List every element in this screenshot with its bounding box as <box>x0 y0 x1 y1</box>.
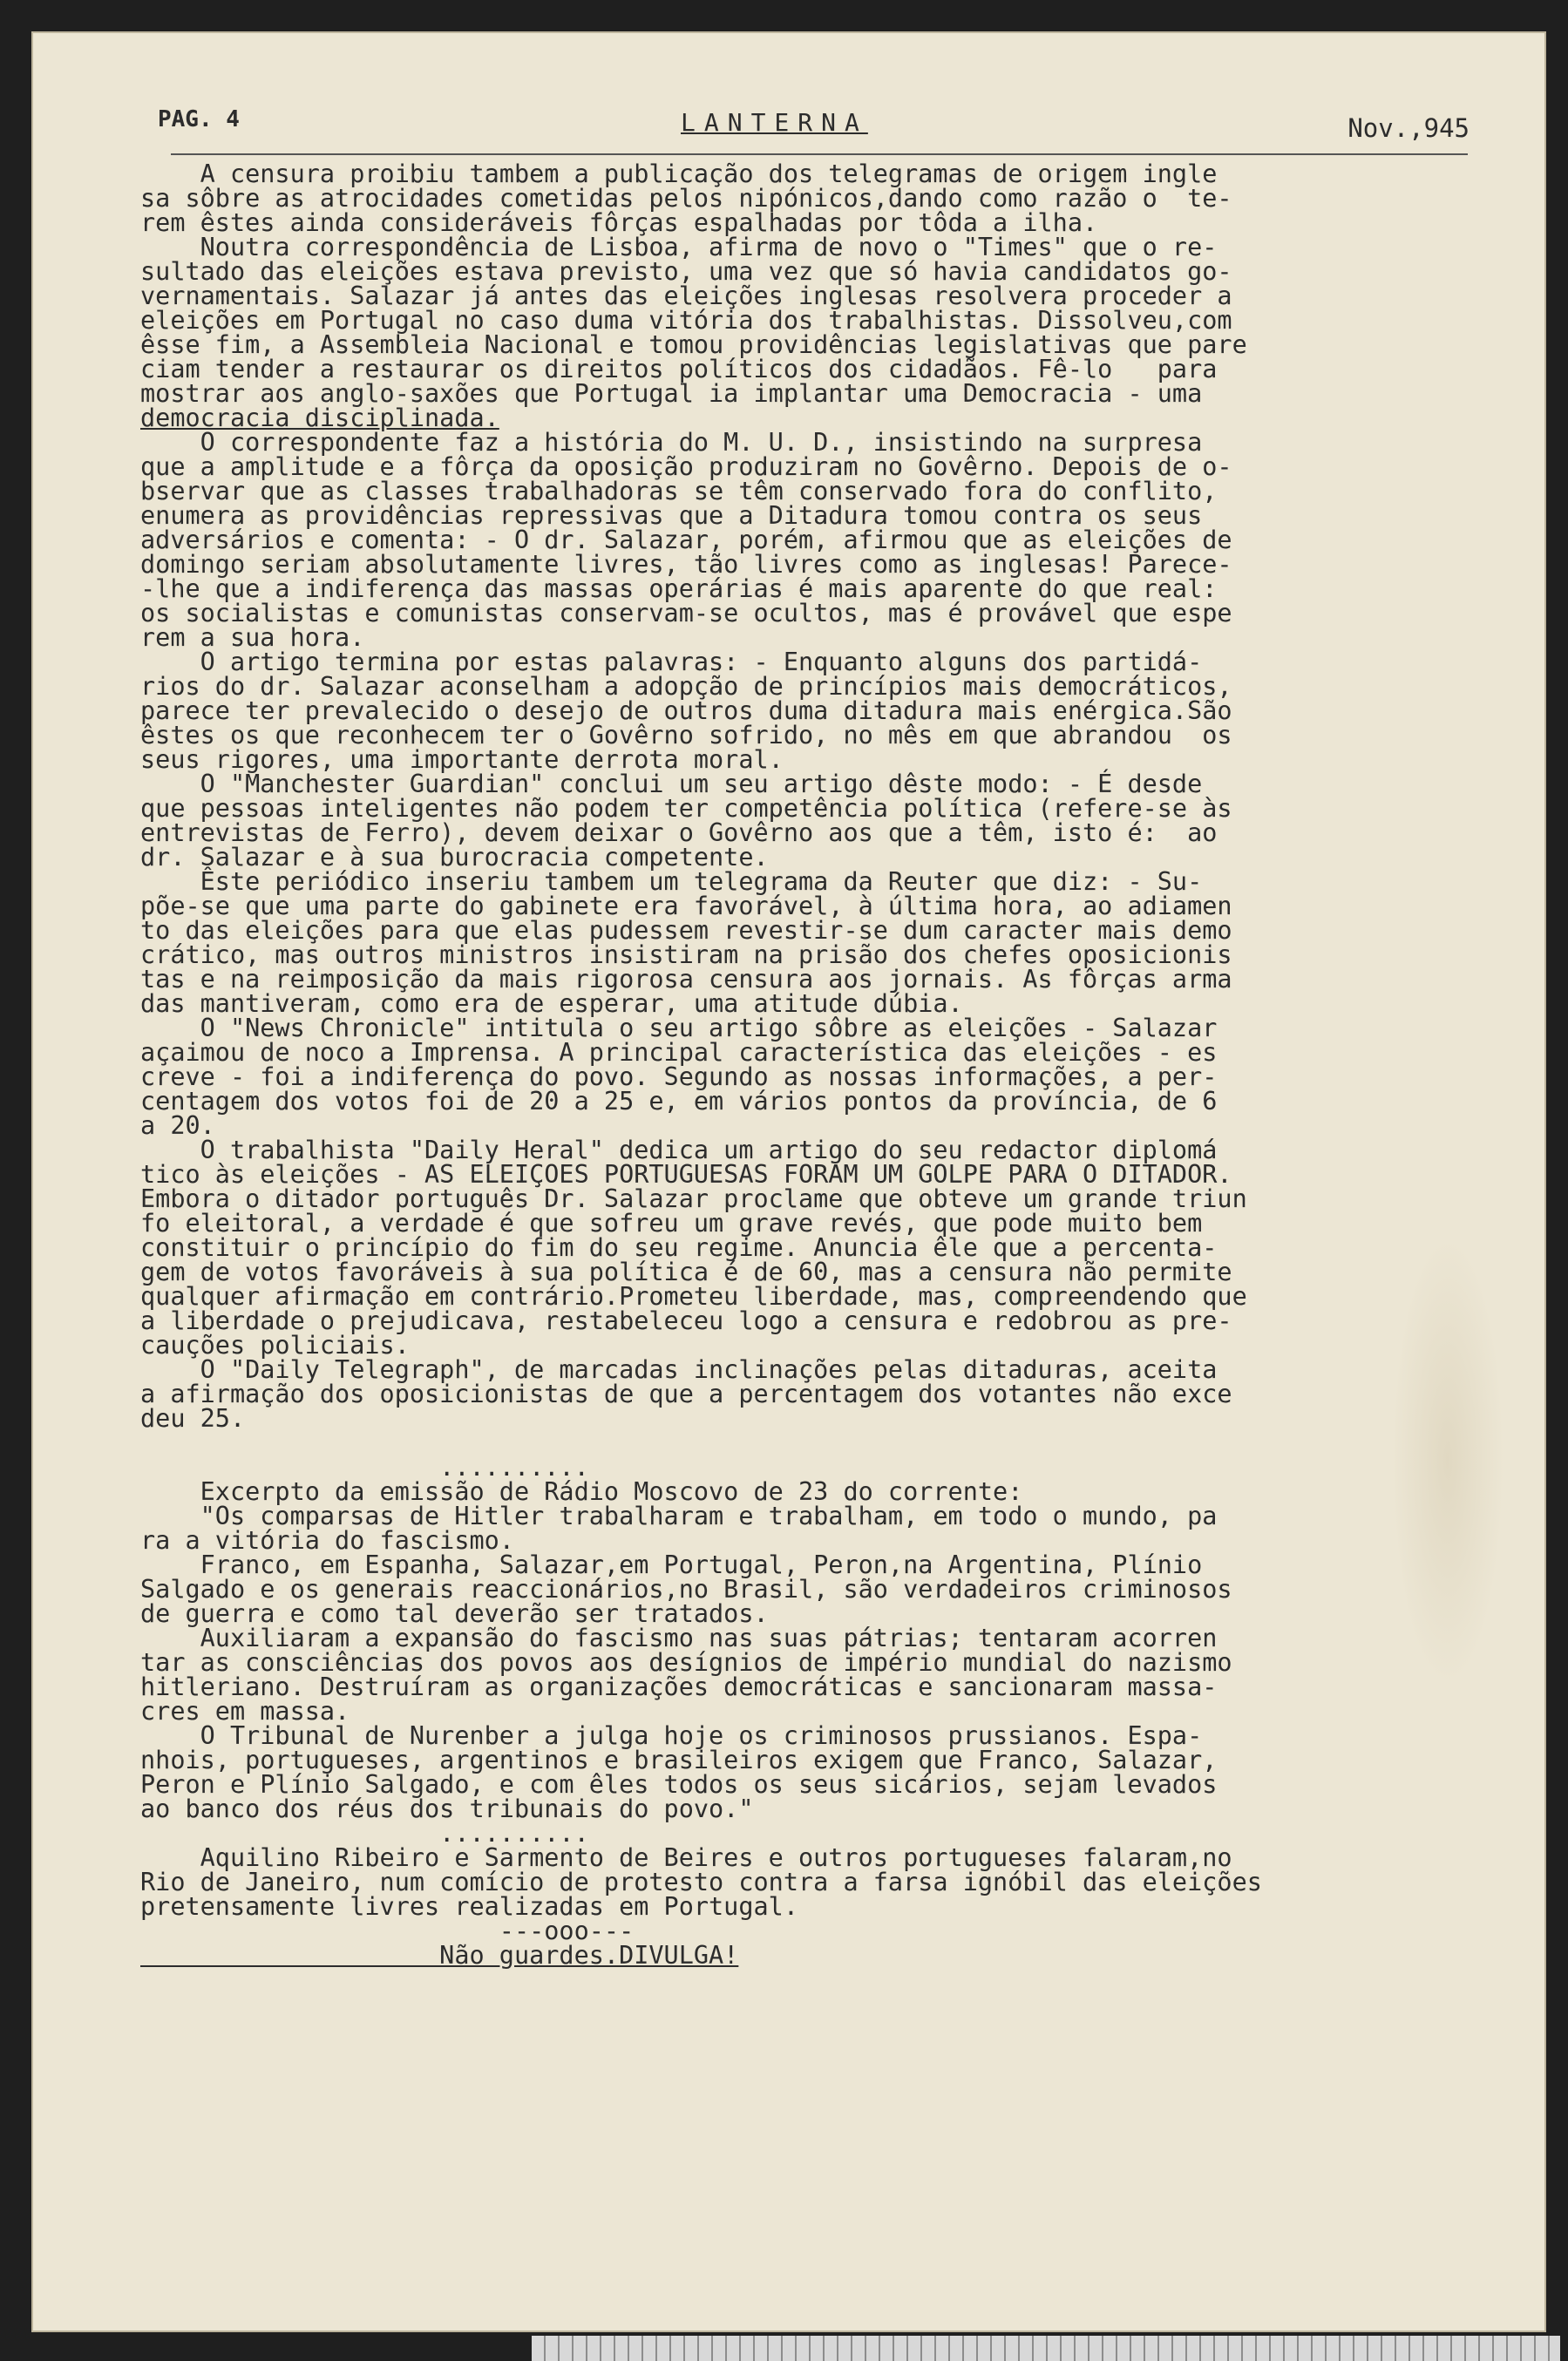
text-line: crático, mas outros ministros insistiram na prisão dos chefes oposicionis <box>140 940 1232 969</box>
text-line: que pessoas inteligentes não podem ter competência política (refere-se às <box>140 794 1232 823</box>
text-line: O artigo termina por estas palavras: - Enquanto alguns dos partidá- <box>140 648 1203 676</box>
text-line <box>140 1431 1465 1455</box>
text-line: Excerpto da emissão de Rádio Moscovo de 23 do corrente: <box>140 1477 1023 1506</box>
text-line: eleições em Portugal no caso duma vitória dos trabalhistas. Dissolveu,com <box>140 306 1232 335</box>
text-line: ao banco dos réus dos tribunais do povo." <box>140 1794 754 1823</box>
text-line: de guerra e como tal deverão ser tratados. <box>140 1599 769 1628</box>
text-line: A censura proibiu tambem a publicação dos telegramas de origem ingle <box>140 159 1218 188</box>
text-line: Embora o ditador português Dr. Salazar proclame que obteve um grande triun <box>140 1184 1247 1213</box>
closing-slogan: Não guardes.DIVULGA! <box>140 1941 739 1970</box>
text-line: seus rigores, uma importante derrota moral. <box>140 745 784 774</box>
text-line: Noutra correspondência de Lisboa, afirma de novo o "Times" que o re- <box>140 233 1218 261</box>
text-line: sultado das eleições estava previsto, uma vez que só havia candidatos go- <box>140 257 1232 286</box>
text-line: O "Manchester Guardian" conclui um seu artigo dêste modo: - É desde <box>140 770 1203 798</box>
text-line: Franco, em Espanha, Salazar,em Portugal, Peron,na Argentina, Plínio <box>140 1550 1203 1579</box>
text-line: sa sôbre as atrocidades cometidas pelos nipónicos,dando como razão o te- <box>140 184 1232 213</box>
text-line: centagem dos votos foi de 20 a 25 e, em vários pontos da província, de 6 <box>140 1087 1218 1116</box>
text-line: tas e na reimposição da mais rigorosa censura aos jornais. As fôrças arma <box>140 965 1232 994</box>
text-line: dr. Salazar e à sua burocracia competente. <box>140 843 769 872</box>
text-line: adversários e comenta: - O dr. Salazar, porém, afirmou que as eleições de <box>140 526 1232 554</box>
separator-dots: .......... <box>140 1453 589 1482</box>
text-line: domingo seriam absolutamente livres, tão livres como as inglesas! Parece- <box>140 550 1232 579</box>
text-line: ciam tender a restaurar os direitos políticos dos cidadãos. Fê-lo para <box>140 355 1218 383</box>
text-line: das mantiveram, como era de esperar, uma atitude dúbia. <box>140 989 963 1018</box>
document-page <box>31 31 1546 2332</box>
text-line: açaimou de noco a Imprensa. A principal característica das eleições - es <box>140 1038 1218 1067</box>
separator-ooo: ---ooo--- <box>140 1917 635 1945</box>
text-line: O correspondente faz a história do M. U. D., insistindo na surpresa <box>140 428 1203 457</box>
text-line: vernamentais. Salazar já antes das eleições inglesas resolvera proceder a <box>140 282 1232 310</box>
text-line: hitleriano. Destruíram as organizações democráticas e sancionaram massa- <box>140 1672 1218 1701</box>
text-line: "Os comparsas de Hitler trabalharam e trabalham, em todo o mundo, pa <box>140 1502 1218 1530</box>
issue-date: Nov.,945 <box>1347 113 1470 143</box>
scale-ruler <box>532 2336 1560 2361</box>
text-line: entrevistas de Ferro), devem deixar o Govêrno aos que a têm, isto é: ao <box>140 818 1218 847</box>
text-line: enumera as providências repressivas que a Ditadura tomou contra os seus <box>140 501 1203 530</box>
text-line: -lhe que a indiferença das massas operárias é mais aparente do que real: <box>140 574 1218 603</box>
text-line: Rio de Janeiro, num comício de protesto contra a farsa ignóbil das eleições <box>140 1868 1262 1896</box>
text-line: qualquer afirmação em contrário.Prometeu liberdade, mas, compreendendo que <box>140 1282 1247 1311</box>
text-line: creve - foi a indiferença do povo. Segundo as nossas informações, a per- <box>140 1062 1218 1091</box>
header-rule <box>171 153 1468 155</box>
text-line: to das eleições para que elas pudessem revestir-se dum caracter mais demo <box>140 916 1232 945</box>
text-line: êsse fim, a Assembleia Nacional e tomou providências legislativas que pare <box>140 330 1247 359</box>
text-line: nhois, portugueses, argentinos e brasileiros exigem que Franco, Salazar, <box>140 1746 1218 1774</box>
text-line: cres em massa. <box>140 1697 350 1726</box>
text-line: O "News Chronicle" intitula o seu artigo sôbre as eleições - Salazar <box>140 1014 1218 1042</box>
text-line: Êste periódico inseriu tambem um telegrama da Reuter que diz: - Su- <box>140 867 1203 896</box>
text-line: pretensamente livres realizadas em Portugal. <box>140 1892 798 1921</box>
text-line: que a amplitude e a fôrça da oposição produziram no Govêrno. Depois de o- <box>140 452 1232 481</box>
page-header <box>158 103 1470 141</box>
text-line: constituir o princípio do fim do seu regime. Anuncia êle que a percenta- <box>140 1233 1218 1262</box>
text-line: bservar que as classes trabalhadoras se têm conservado fora do conflito, <box>140 477 1218 505</box>
text-line: tar as consciências dos povos aos desígnios de império mundial do nazismo <box>140 1648 1232 1677</box>
text-line: rios do dr. Salazar aconselham a adopção de princípios mais democráticos, <box>140 672 1232 701</box>
text-line: deu 25. <box>140 1404 246 1433</box>
newspaper-title: LANTERNA <box>681 108 868 137</box>
text-line: O "Daily Telegraph", de marcadas inclinações pelas ditaduras, aceita <box>140 1355 1218 1384</box>
separator-dots: .......... <box>140 1819 589 1848</box>
text-line: cauções policiais. <box>140 1331 410 1360</box>
text-line: Salgado e os generais reaccionários,no Brasil, são verdadeiros criminosos <box>140 1575 1232 1604</box>
text-line: mostrar aos anglo-saxões que Portugal ia implantar uma Democracia - uma <box>140 379 1203 408</box>
text-line: gem de votos favoráveis à sua política é de 60, mas a censura não permite <box>140 1258 1232 1286</box>
text-line: democracia disciplinada. <box>140 404 499 432</box>
text-line: tico às eleições - AS ELEIÇOES PORTUGUESAS FORAM UM GOLPE PARA O DITADOR. <box>140 1160 1232 1189</box>
text-line: Aquilino Ribeiro e Sarmento de Beires e outros portugueses falaram,no <box>140 1843 1232 1872</box>
text-line: rem êstes ainda consideráveis fôrças espalhadas por tôda a ilha. <box>140 208 1098 237</box>
text-line: rem a sua hora. <box>140 623 365 652</box>
text-line: ra a vitória do fascismo. <box>140 1526 514 1555</box>
text-line: a 20. <box>140 1111 215 1140</box>
page-number: PAG. 4 <box>158 106 240 132</box>
article-body <box>140 159 1465 1970</box>
text-line: êstes os que reconhecem ter o Govêrno sofrido, no mês em que abrandou os <box>140 721 1232 750</box>
text-line: a liberdade o prejudicava, restabeleceu logo a censura e redobrou as pre- <box>140 1306 1232 1335</box>
text-line: a afirmação dos oposicionistas de que a percentagem dos votantes não exce <box>140 1380 1232 1408</box>
text-line: O trabalhista "Daily Heral" dedica um artigo do seu redactor diplomá <box>140 1136 1218 1164</box>
text-line: fo eleitoral, a verdade é que sofreu um grave revés, que pode muito bem <box>140 1209 1203 1238</box>
text-line: O Tribunal de Nurenber a julga hoje os criminosos prussianos. Espa- <box>140 1721 1203 1750</box>
text-line: Auxiliaram a expansão do fascismo nas suas pátrias; tentaram acorren <box>140 1624 1218 1652</box>
text-line: põe-se que uma parte do gabinete era favorável, à última hora, ao adiamen <box>140 892 1232 920</box>
text-line: os socialistas e comunistas conservam-se ocultos, mas é provável que espe <box>140 599 1232 628</box>
text-line: parece ter prevalecido o desejo de outros duma ditadura mais enérgica.São <box>140 696 1232 725</box>
text-line: Peron e Plínio Salgado, e com êles todos os seus sicários, sejam levados <box>140 1770 1218 1799</box>
